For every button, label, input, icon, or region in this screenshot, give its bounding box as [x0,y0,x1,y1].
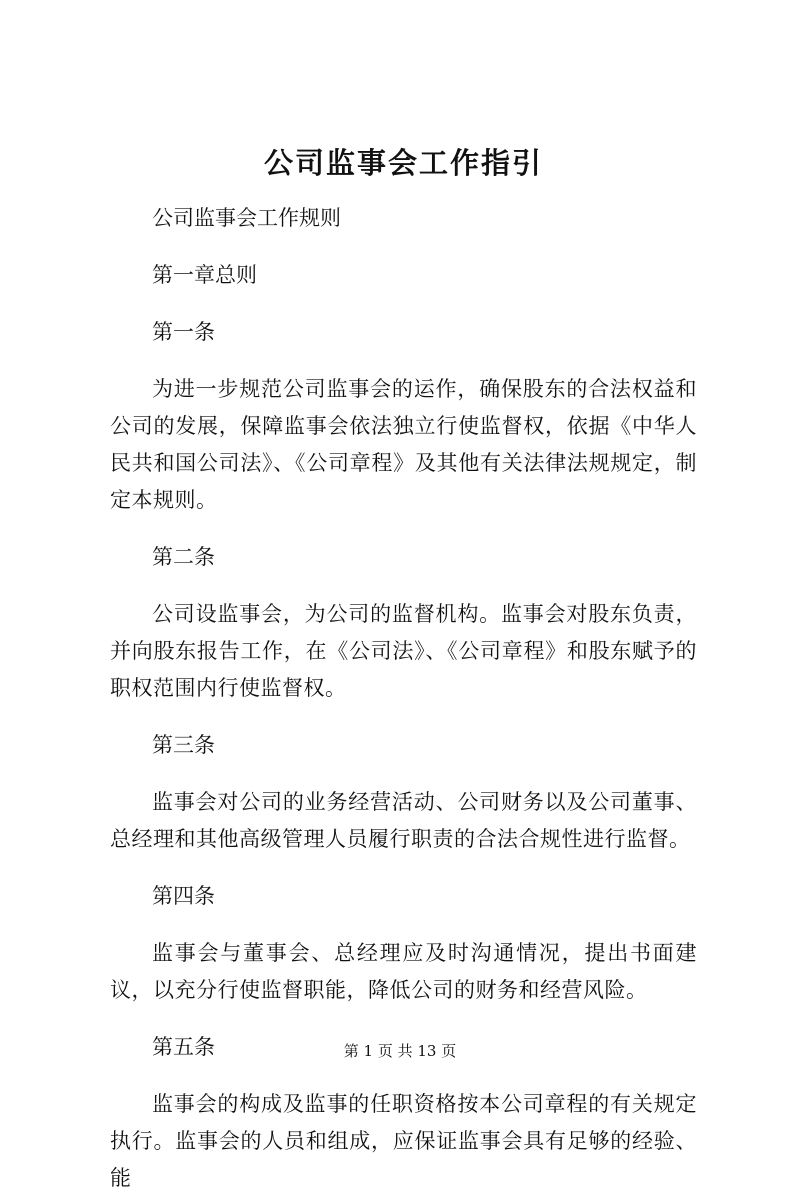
page-footer: 第 1 页 共 13 页 [343,1042,457,1060]
chapter-heading: 第一章总则 [152,263,257,287]
article-3-text: 监事会对公司的业务经营活动、公司财务以及公司董事、总经理和其他高级管理人员履行职责的合法合规性进行监督。 [110,790,697,851]
document-title: 公司监事会工作指引 [263,146,543,180]
article-2-text: 公司设监事会，为公司的监督机构。监事会对股东负责，并向股东报告工作，在《公司法》、《公司章程》和股东赋予的职权范围内行使监督权。 [110,602,697,700]
rules-heading: 公司监事会工作规则 [152,206,341,230]
article-1-label: 第一条 [152,320,215,344]
article-3-label: 第三条 [152,733,215,757]
article-5-text: 监事会的构成及监事的任职资格按本公司章程的有关规定执行。监事会的人员和组成，应保证监事会具有足够的经验、能 [110,1092,697,1190]
article-5-label: 第五条 [152,1035,215,1059]
article-4-label: 第四条 [152,884,215,908]
article-1-text: 为进一步规范公司监事会的运作，确保股东的合法权益和公司的发展，保障监事会依法独立行使监督权，依据《中华人民共和国公司法》、《公司章程》及其他有关法律法规规定，制定本规则。 [110,377,697,512]
article-4-text: 监事会与董事会、总经理应及时沟通情况，提出书面建议，以充分行使监督职能，降低公司的财务和经营风险。 [110,941,697,1002]
article-2-label: 第二条 [152,545,215,569]
